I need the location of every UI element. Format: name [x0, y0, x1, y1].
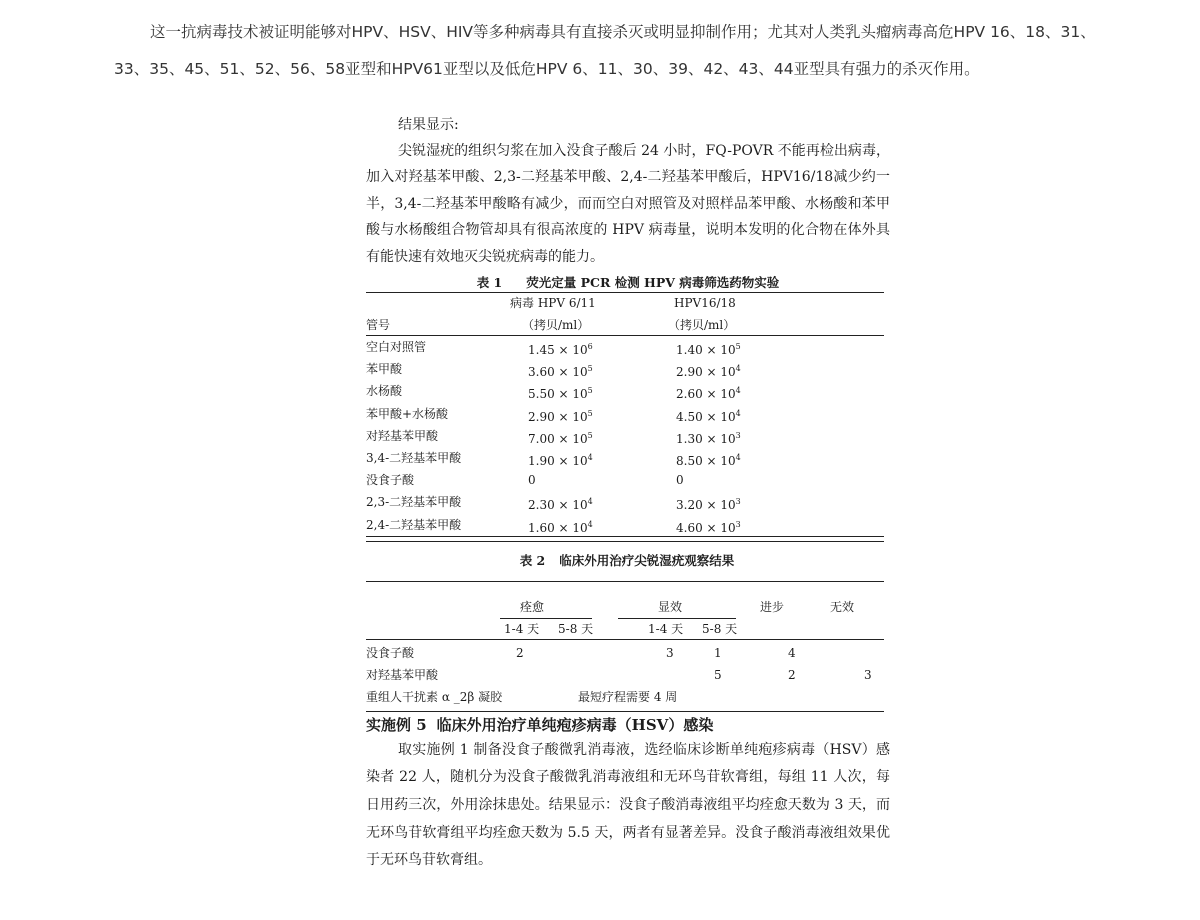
table2-marked-d14: 1-4 天 [648, 621, 684, 636]
table1-cell-hpv1618-exponent: 3 [735, 497, 741, 507]
table1-cell-hpv611: $1.60 \times 10^4$ [528, 519, 593, 535]
table2-cell-improved: 2 [788, 667, 796, 682]
table2-cell-cured-d14: 2 [516, 645, 524, 660]
table2-cured-d58: 5-8 天 [558, 621, 594, 636]
table1-row [366, 514, 884, 536]
results-heading: 结果显示: [398, 117, 459, 133]
table1-cell-hpv611: $2.90 \times 10^5$ [528, 408, 593, 424]
table2-group-none: 无效 [830, 599, 855, 614]
table1-cell-hpv611: $5.50 \times 10^5$ [528, 386, 593, 402]
table1-cell-hpv1618: 0 [676, 473, 684, 488]
table1-body [366, 336, 884, 537]
table1-cell-hpv1618: $1.40 \times 10^5$ [676, 342, 741, 358]
table1-cell-hpv611: 0 [528, 473, 536, 488]
table2 [366, 541, 888, 713]
table2-rule [366, 581, 884, 582]
table1-row [366, 380, 884, 402]
table2-marked-d58: 5-8 天 [702, 621, 738, 636]
table2-caption [366, 551, 888, 569]
table1-cell-hpv1618: $8.50 \times 10^4$ [676, 452, 741, 468]
example5-heading [366, 713, 890, 737]
table1-cell-hpv1618-exponent: 3 [735, 519, 741, 529]
table1-title: 荧光定量 PCR 检测 HPV 病毒筛选药物实验 [526, 275, 780, 291]
table1-cell-name: 空白对照管 [366, 340, 427, 355]
table1-cell-name: 2,3-二羟基苯甲酸 [366, 495, 462, 510]
table1-header [366, 293, 884, 335]
table1-cell-hpv611: $1.90 \times 10^4$ [528, 452, 593, 468]
intro-paragraph [114, 14, 1114, 88]
table1-cell-hpv611: $7.00 \times 10^5$ [528, 430, 593, 446]
table2-number: 表 2 [519, 552, 546, 568]
table1-cell-name: 没食子酸 [366, 473, 415, 488]
table2-cured-rule [500, 618, 592, 619]
example5-body: 取实施例 1 制备没食子酸微乳消毒液，选经临床诊断单纯疱疹病毒（HSV）感染者 22 人，随机分为没食子酸微乳消毒液组和无环鸟苷软膏组，每组 11 人次，每日用药三次，外用涂抹患处。结果显示：没食子酸消毒液组平均痊愈天数为 3 天，而无环鸟苷软膏组平均痊愈天数为 5.5 天，两者有显著差异。没食子酸消毒液组效果优于无环鸟苷软膏组。 [366, 741, 890, 869]
table1-cell-hpv1618-exponent: 5 [735, 342, 741, 352]
table1-cell-hpv1618: $4.60 \times 10^3$ [676, 519, 741, 535]
table1-cell-hpv1618: $2.60 \times 10^4$ [676, 386, 741, 402]
table2-row-name: 对羟基苯甲酸 [366, 667, 439, 682]
scanned-document [366, 112, 890, 875]
example5-number: 实施例 5 [366, 715, 427, 734]
table2-group-improved: 进步 [760, 599, 785, 614]
table2-cured-d14: 1-4 天 [504, 621, 540, 636]
table1-header-col2: HPV16/18 [674, 296, 736, 311]
table2-marked-rule [618, 618, 736, 619]
table1-header-tube: 管号 [366, 318, 391, 333]
table1-cell-hpv611: $2.30 \times 10^4$ [528, 497, 593, 513]
table1 [366, 292, 884, 537]
table2-bottom-rule [366, 711, 884, 712]
table1-header-col1-unit: （拷贝/ml） [522, 318, 590, 333]
table1-cell-hpv611-exponent: 5 [587, 386, 593, 396]
table1-row [366, 491, 884, 513]
table2-cell-marked-d14: 3 [666, 645, 674, 660]
table1-cell-name: 对羟基苯甲酸 [366, 428, 439, 443]
table1-cell-hpv1618-exponent: 3 [735, 430, 741, 440]
table1-cell-name: 2,4-二羟基苯甲酸 [366, 517, 462, 532]
table1-row [366, 425, 884, 447]
table1-row [366, 447, 884, 469]
intro-text: 这一抗病毒技术被证明能够对HPV、HSV、HIV等多种病毒具有直接杀灭或明显抑制作用；尤其对人类乳头瘤病毒高危HPV 16、18、31、33、35、45、51、52、56、58亚型和HPV61亚型以及低危HPV 6、11、30、39、42、43、44亚型具有强力的杀灭作用。 [114, 23, 1096, 78]
table1-number: 表 1 [476, 275, 503, 291]
table2-row-note: 最短疗程需要 4 周 [578, 689, 678, 704]
results-body: 尖锐湿疣的组织匀浆在加入没食子酸后 24 小时，FQ-POVR 不能再检出病毒，加入对羟基苯甲酸、2,3-二羟基苯甲酸、2,4-二羟基苯甲酸后，HPV16/18减少约一半，3,4-二羟基苯甲酸略有减少，而而空白对照管及对照样品苯甲酸、水杨酸和苯甲酸与水杨酸组合物管却具有很高浓度的 HPV 病毒量，说明本发明的化合物在体外具有能快速有效地灭尖锐疣病毒的能力。 [366, 143, 890, 265]
table2-header-rule [366, 639, 884, 640]
example5-title: 临床外用治疗单纯疱疹病毒（HSV）感染 [436, 715, 714, 734]
table1-cell-name: 3,4-二羟基苯甲酸 [366, 450, 462, 465]
table1-row [366, 358, 884, 380]
table1-cell-hpv1618: $2.90 \times 10^4$ [676, 364, 741, 380]
table1-bottom-rule [366, 536, 884, 537]
table1-cell-hpv611: $1.45 \times 10^6$ [528, 342, 593, 358]
table1-row [366, 403, 884, 425]
table2-group-cured: 痊愈 [520, 599, 545, 614]
table1-header-col1: 病毒 HPV 6/11 [510, 296, 596, 311]
table2-cell-marked-d58: 1 [714, 645, 722, 660]
table2-row-name: 没食子酸 [366, 645, 415, 660]
table1-cell-hpv611-exponent: 4 [587, 519, 593, 529]
table1-cell-hpv1618-exponent: 4 [735, 364, 741, 374]
table2-row-name: 重组人干扰素 α _2β 凝胶 [366, 689, 503, 704]
table1-cell-hpv611-exponent: 4 [587, 497, 593, 507]
table1-cell-hpv611-exponent: 4 [587, 452, 593, 462]
table1-row [366, 469, 884, 491]
table2-cell-marked-d58: 5 [714, 667, 722, 682]
table1-cell-hpv1618: $1.30 \times 10^3$ [676, 430, 741, 446]
table1-cell-hpv611-exponent: 5 [587, 364, 593, 374]
table1-cell-name: 水杨酸 [366, 384, 403, 399]
table2-top-rule [366, 541, 884, 542]
table1-cell-hpv1618-exponent: 4 [735, 386, 741, 396]
table1-cell-hpv1618-exponent: 4 [735, 452, 741, 462]
table2-group-marked: 显效 [658, 599, 683, 614]
table2-cell-improved: 4 [788, 645, 796, 660]
table1-cell-hpv611-exponent: 5 [587, 408, 593, 418]
table1-cell-hpv611-exponent: 5 [587, 430, 593, 440]
table1-cell-hpv611: $3.60 \times 10^5$ [528, 364, 593, 380]
table1-header-col2-unit: （拷贝/ml） [668, 318, 736, 333]
table1-cell-hpv1618: $4.50 \times 10^4$ [676, 408, 741, 424]
table2-title: 临床外用治疗尖锐湿疣观察结果 [559, 552, 735, 568]
table1-cell-hpv611-exponent: 6 [587, 342, 593, 352]
table1-cell-name: 苯甲酸 [366, 362, 403, 377]
table1-cell-name: 苯甲酸+水杨酸 [366, 406, 449, 421]
table1-cell-hpv1618-exponent: 4 [735, 408, 741, 418]
table1-caption [366, 274, 890, 292]
table1-row [366, 336, 884, 358]
table1-cell-hpv1618: $3.20 \times 10^3$ [676, 497, 741, 513]
table2-cell-none: 3 [864, 667, 872, 682]
